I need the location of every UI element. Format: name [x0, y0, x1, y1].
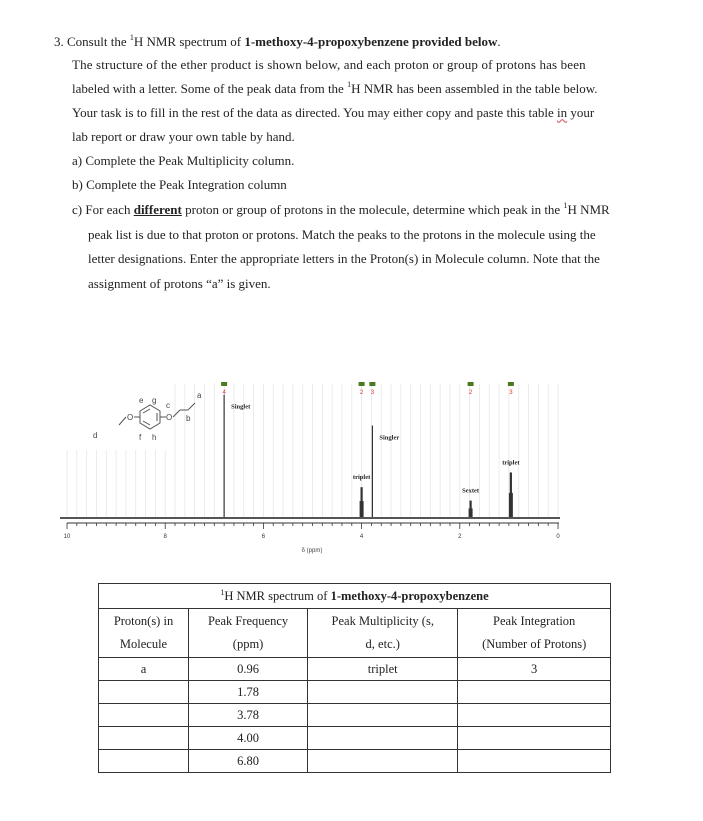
task-a: a) Complete the Peak Multiplicity column.	[72, 153, 295, 168]
table-title-text: H NMR spectrum of	[224, 588, 331, 603]
table-cell[interactable]: 0.96	[189, 658, 308, 681]
para-text: Your task is to fill in the rest of the data as directed. You may either copy and paste this table	[72, 105, 557, 120]
table-cell[interactable]: 3	[458, 658, 611, 681]
column-header: Proton(s) in Molecule	[99, 609, 189, 658]
x-tick-label: 8	[163, 534, 167, 540]
superscript: 1	[563, 201, 568, 210]
intro-text: H NMR spectrum of	[133, 34, 245, 49]
task-c-emphasis: different	[133, 202, 182, 217]
para-line-4: lab report or draw your own table by hand.	[72, 129, 295, 144]
table-cell[interactable]	[308, 750, 458, 773]
table-cell[interactable]	[99, 750, 189, 773]
intro-end: .	[497, 34, 501, 49]
column-header: Peak Integration (Number of Protons)	[458, 609, 611, 658]
compound-name: 1-methoxy-4-propoxybenzene provided below	[244, 34, 498, 49]
para-line-3	[72, 105, 594, 121]
task-c-line-4: assignment of protons “a” is given.	[88, 276, 271, 291]
label-e: e	[139, 396, 144, 405]
label-a: a	[197, 391, 202, 400]
table-cell[interactable]	[99, 681, 189, 704]
para-line-2	[72, 81, 598, 97]
table-header-row	[99, 609, 611, 658]
column-header: Peak Frequency (ppm)	[189, 609, 308, 658]
table-cell[interactable]: 4.00	[189, 727, 308, 750]
integration-value: 3	[370, 390, 375, 396]
label-d: d	[93, 431, 98, 440]
para-text: your	[567, 105, 595, 120]
table-cell[interactable]: triplet	[308, 658, 458, 681]
label-g: g	[152, 396, 157, 405]
label-f: f	[139, 433, 142, 442]
task-c-text: proton or group of protons in the molecule, determine which peak in the	[181, 202, 564, 217]
table-row	[99, 750, 611, 773]
question-number: 3.	[54, 34, 64, 49]
table-cell[interactable]	[458, 704, 611, 727]
question-heading	[54, 34, 501, 50]
integration-marker	[369, 382, 375, 386]
table-cell[interactable]	[458, 681, 611, 704]
table-cell[interactable]	[99, 704, 189, 727]
task-c-text: H NMR	[567, 202, 610, 217]
integration-value: 2	[359, 390, 364, 396]
table-cell[interactable]: 6.80	[189, 750, 308, 773]
table-row	[99, 727, 611, 750]
peak-label: triplet	[502, 459, 520, 467]
peak-multiplet	[509, 493, 513, 518]
table-row	[99, 681, 611, 704]
peak-label: Sextet	[462, 487, 480, 495]
integration-marker	[359, 382, 365, 386]
superscript: 1	[220, 587, 225, 597]
integration-marker	[508, 382, 514, 386]
nmr-spectrum	[0, 370, 703, 570]
integration-marker	[468, 382, 474, 386]
x-tick-label: 0	[556, 534, 560, 540]
peak-label: Singlet	[231, 403, 251, 411]
oxygen-label: O	[166, 413, 173, 422]
label-b: b	[186, 414, 191, 423]
table-row	[99, 658, 611, 681]
column-header: Peak Multiplicity (s, d, etc.)	[308, 609, 458, 658]
superscript: 1	[129, 33, 134, 42]
integration-value: 3	[509, 390, 513, 396]
table-title	[99, 584, 611, 609]
axis	[60, 518, 560, 540]
peak-label: Singler	[379, 434, 400, 442]
peak-multiplet	[469, 508, 473, 518]
para-text: in	[557, 105, 568, 120]
task-c-line-3: letter designations. Enter the appropriate letters in the Proton(s) in Molecule column. Note that the	[88, 251, 600, 266]
table-row	[99, 704, 611, 727]
integration-value: 4	[222, 390, 226, 396]
integration-value: 2	[468, 390, 473, 396]
task-c-text: c) For each	[72, 202, 134, 217]
x-tick-label: 4	[359, 534, 364, 540]
peaks	[221, 382, 520, 518]
table-cell[interactable]	[458, 750, 611, 773]
label-c: c	[166, 401, 170, 410]
peak-multiplet	[360, 501, 364, 518]
table-cell[interactable]: a	[99, 658, 189, 681]
integration-marker	[221, 382, 227, 386]
para-line-1: The structure of the ether product is shown below, and each proton or group of protons has been	[72, 57, 586, 72]
table-cell[interactable]	[308, 681, 458, 704]
task-b: b) Complete the Peak Integration column	[72, 177, 287, 192]
task-c-line-1	[72, 202, 610, 218]
table-cell[interactable]	[308, 704, 458, 727]
nmr-data-table	[98, 583, 611, 773]
table-cell[interactable]: 1.78	[189, 681, 308, 704]
molecule-labels	[93, 391, 202, 442]
label-h: h	[152, 433, 157, 442]
x-tick-label: 6	[261, 534, 266, 540]
superscript: 1	[347, 80, 352, 89]
table-cell[interactable]	[308, 727, 458, 750]
peak-label: triplet	[352, 474, 371, 482]
x-tick-label: 10	[63, 534, 71, 540]
intro-text: Consult the	[67, 34, 130, 49]
oxygen-label: O	[127, 413, 134, 422]
table-cell[interactable]: 3.78	[189, 704, 308, 727]
task-c-line-2: peak list is due to that proton or protons. Match the peaks to the protons in the molecule using the	[88, 227, 596, 242]
table-title-compound: 1-methoxy-4-propoxybenzene	[330, 588, 489, 603]
x-tick-label: 2	[458, 534, 462, 540]
table-cell[interactable]	[99, 727, 189, 750]
x-axis-label: δ (ppm)	[301, 548, 323, 554]
table-cell[interactable]	[458, 727, 611, 750]
para-text: labeled with a letter. Some of the peak data from the	[72, 81, 348, 96]
para-text: H NMR has been assembled in the table below.	[351, 81, 598, 96]
